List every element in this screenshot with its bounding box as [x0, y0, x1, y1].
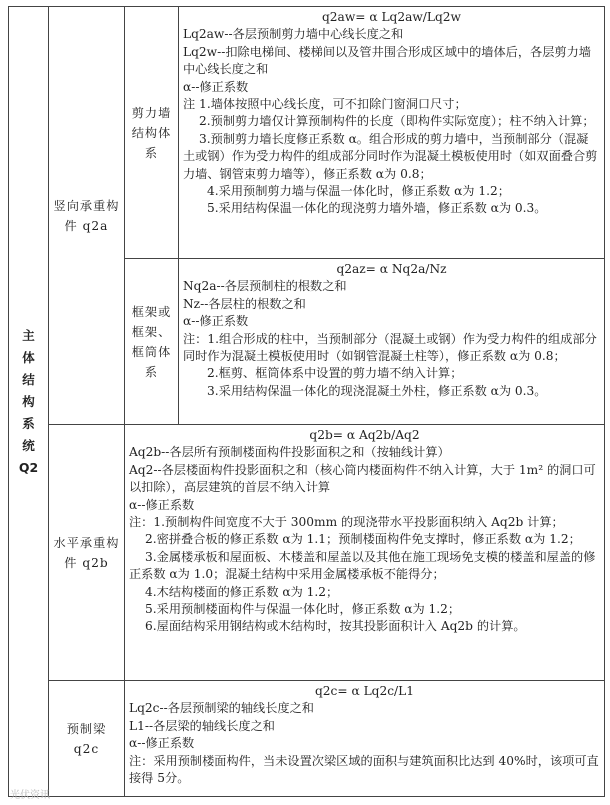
horizontal-category-label: 水平承重构件 q2b: [53, 535, 120, 570]
content-line: Lq2w--扣除电梯间、楼梯间以及管井围合形成区域中的墙体后，各层剪力墙中心线长度之和: [183, 44, 591, 77]
beam-content: [125, 681, 605, 797]
content-line: α--修正系数: [183, 314, 249, 329]
content-line: L1--各层梁的轴线长度之和: [129, 718, 275, 733]
content-line: Lq2aw--各层预制剪力墙中心线长度之和: [183, 27, 404, 42]
content-line: 2.框剪、框筒体系中设置的剪力墙不纳入计算；: [207, 366, 463, 381]
content-line: Nq2a--各层预制柱的根数之和: [183, 279, 347, 294]
frame-formula: q2az= α Nq2a/Nz: [336, 262, 447, 276]
content-line: α--修正系数: [129, 736, 195, 751]
content-line: 4.采用预制剪力墙与保温一体化时，修正系数 α为 1.2；: [207, 184, 510, 199]
frame-cell: [125, 259, 179, 425]
main-category-label: 主 体 结 构 系 统 Q2: [18, 327, 39, 475]
content-line: 2.预制剪力墙仅计算预制构件的长度（即构件实际宽度）；柱不纳入计算；: [199, 114, 595, 129]
content-line: 3.金属楼承板和屋面板、木楼盖和屋盖以及其他在施工现场免支模的楼盖和屋盖的修正系数 α为 1.0；混凝土结构中采用金属楼承板不能得分；: [129, 549, 596, 582]
beam-category-label: 预制梁 q2c: [66, 721, 107, 756]
horizontal-content: [125, 425, 605, 681]
main-category-cell: [9, 7, 49, 797]
frame-label: 框架或框架、框筒体系: [131, 304, 172, 379]
content-line: Nz--各层柱的根数之和: [183, 296, 306, 311]
beam-formula: q2c= α Lq2c/L1: [315, 684, 414, 698]
content-line: 3.预制剪力墙长度修正系数 α。组合形成的剪力墙中，当预制部分（混凝土或钢）作为受力构件的组成部分同时作为混凝土模板使用时（如双面叠合剪力墙、钢管束剪力墙等），修正系数 α为 0.8；: [183, 131, 598, 181]
content-line: 注：1.组合形成的柱中，当预制部分（混凝土或钢）作为受力构件的组成部分同时作为混凝土模板使用时（如钢管混凝土柱等），修正系数 α为 0.8；: [183, 331, 597, 364]
shear-wall-label: 剪力墙结构体系: [131, 105, 172, 160]
content-line: 4.木结构楼面的修正系数 α为 1.2；: [145, 584, 339, 599]
horizontal-category-cell: [49, 425, 125, 681]
content-line: 5.采用结构保温一体化的现浇剪力墙外墙，修正系数 α为 0.3。: [207, 201, 547, 216]
content-line: 6.屋面结构采用钢结构或木结构时，按其投影面积计入 Aq2b 的计算。: [145, 619, 526, 634]
content-line: Lq2c--各层预制梁的轴线长度之和: [129, 701, 314, 716]
content-line: 2.密拼叠合板的修正系数 α为 1.1；预制楼面构件免支撑时，修正系数 α为 1.2；: [145, 532, 581, 547]
assembly-scoring-table: [8, 6, 605, 797]
content-line: 5.采用预制楼面构件与保温一体化时，修正系数 α为 1.2；: [145, 602, 461, 617]
shear-formula: q2aw= α Lq2aw/Lq2w: [322, 10, 461, 24]
shear-wall-cell: [125, 7, 179, 259]
horizontal-formula: q2b= α Aq2b/Aq2: [309, 428, 420, 442]
content-line: 3.采用结构保温一体化的现浇混凝土外柱，修正系数 α为 0.3。: [207, 383, 547, 398]
content-line: α--修正系数: [129, 497, 195, 512]
content-line: Aq2--各层楼面构件投影面积之和（核心筒内楼面构件不纳入计算，大于 1m² 的洞口可以扣除），高层建筑的首层不纳入计算: [129, 462, 596, 495]
watermark: 光伏资讯: [10, 790, 50, 801]
shear-wall-content: [179, 7, 605, 259]
content-line: Aq2b--各层所有预制楼面构件投影面积之和（按轴线计算）: [129, 445, 450, 460]
vertical-category-cell: [49, 7, 125, 425]
beam-category-cell: [49, 681, 125, 797]
content-line: 注 1.墙体按照中心线长度，可不扣除门窗洞口尺寸；: [183, 97, 467, 112]
content-line: 注：采用预制楼面构件，当未设置次梁区域的面积与建筑面积比达到 40%时，该项可直接得 5分。: [129, 753, 599, 786]
content-line: α--修正系数: [183, 79, 249, 94]
content-line: 注：1.预制构件间宽度不大于 300mm 的现浇带水平投影面积纳入 Aq2b 计算；: [129, 515, 564, 530]
frame-content: [179, 259, 605, 425]
vertical-category-label: 竖向承重构件 q2a: [53, 198, 120, 233]
